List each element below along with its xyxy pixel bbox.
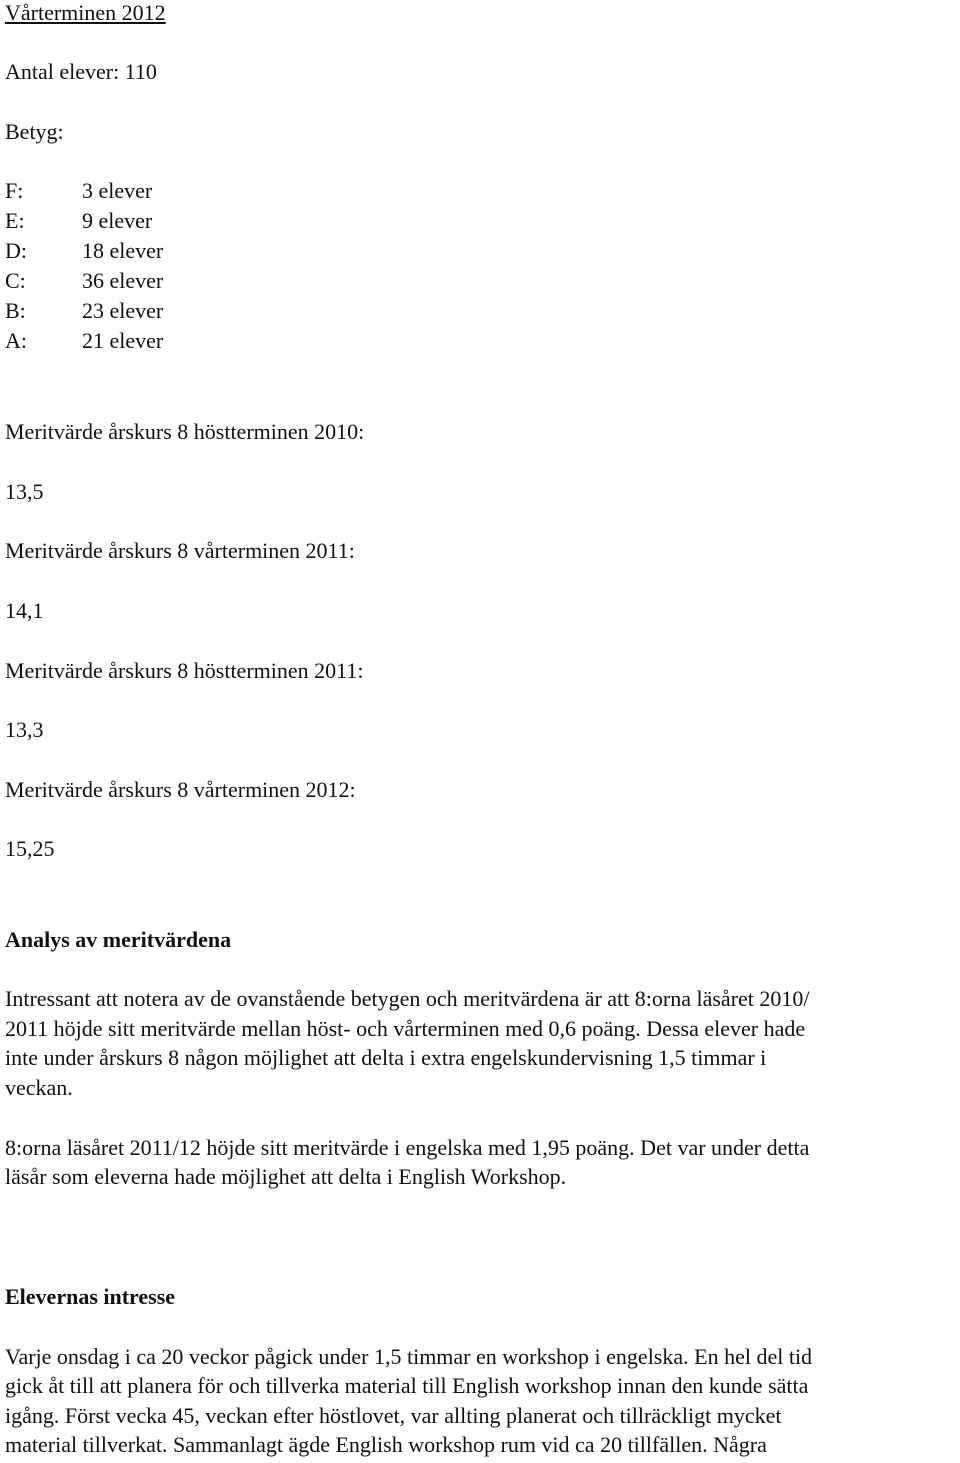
grade-count: 36 elever [82, 268, 164, 293]
grade-count: 21 elever [82, 328, 164, 353]
grade-count: 3 elever [82, 178, 153, 203]
paragraph-line: inte under årskurs 8 någon möjlighet att delta i extra engelskundervisning 1,5 timmar i [5, 1045, 767, 1070]
grade-count: 18 elever [82, 238, 164, 263]
grade-letter: F: [5, 178, 24, 203]
analysis-heading: Analys av meritvärdena [5, 927, 232, 952]
paragraph-line: material tillverkat. Sammanlagt ägde English workshop rum vid ca 20 tillfällen. Några [5, 1432, 767, 1457]
paragraph-line: Intressant att notera av de ovanstående betygen och meritvärdena är att 8:orna läsåret 2010/ [5, 986, 810, 1011]
page-title: Vårterminen 2012 [5, 0, 166, 25]
grade-count: 9 elever [82, 208, 153, 233]
grade-letter: C: [5, 268, 26, 293]
merit-label: Meritvärde årskurs 8 höstterminen 2010: [5, 419, 365, 444]
merit-label: Meritvärde årskurs 8 vårterminen 2011: [5, 538, 355, 563]
merit-value: 13,5 [5, 479, 44, 504]
paragraph-line: igång. Först vecka 45, veckan efter höstlovet, var allting planerat och tillräckligt mycket [5, 1403, 782, 1428]
student-count: Antal elever: 110 [5, 59, 157, 84]
grades-label: Betyg: [5, 119, 64, 144]
grade-count: 23 elever [82, 298, 164, 323]
paragraph-line: veckan. [5, 1075, 73, 1100]
merit-value: 15,25 [5, 836, 55, 861]
paragraph-line: Varje onsdag i ca 20 veckor pågick under 1,5 timmar en workshop i engelska. En hel del tid [5, 1344, 813, 1369]
merit-value: 14,1 [5, 598, 44, 623]
paragraph-line: 2011 höjde sitt meritvärde mellan höst- och vårterminen med 0,6 poäng. Dessa elever hade [5, 1016, 806, 1041]
merit-label: Meritvärde årskurs 8 höstterminen 2011: [5, 658, 364, 683]
merit-label: Meritvärde årskurs 8 vårterminen 2012: [5, 777, 356, 802]
paragraph-line: gick åt till att planera för och tillverka material till English workshop innan den kunde sätta [5, 1373, 809, 1398]
grade-letter: B: [5, 298, 26, 323]
merit-value: 13,3 [5, 717, 44, 742]
interest-heading: Elevernas intresse [5, 1284, 176, 1309]
grade-letter: E: [5, 208, 25, 233]
grade-letter: A: [5, 328, 27, 353]
grade-letter: D: [5, 238, 27, 263]
paragraph-line: läsår som eleverna hade möjlighet att delta i English Workshop. [5, 1164, 567, 1189]
paragraph-line: 8:orna läsåret 2011/12 höjde sitt meritvärde i engelska med 1,95 poäng. Det var under detta [5, 1135, 810, 1160]
